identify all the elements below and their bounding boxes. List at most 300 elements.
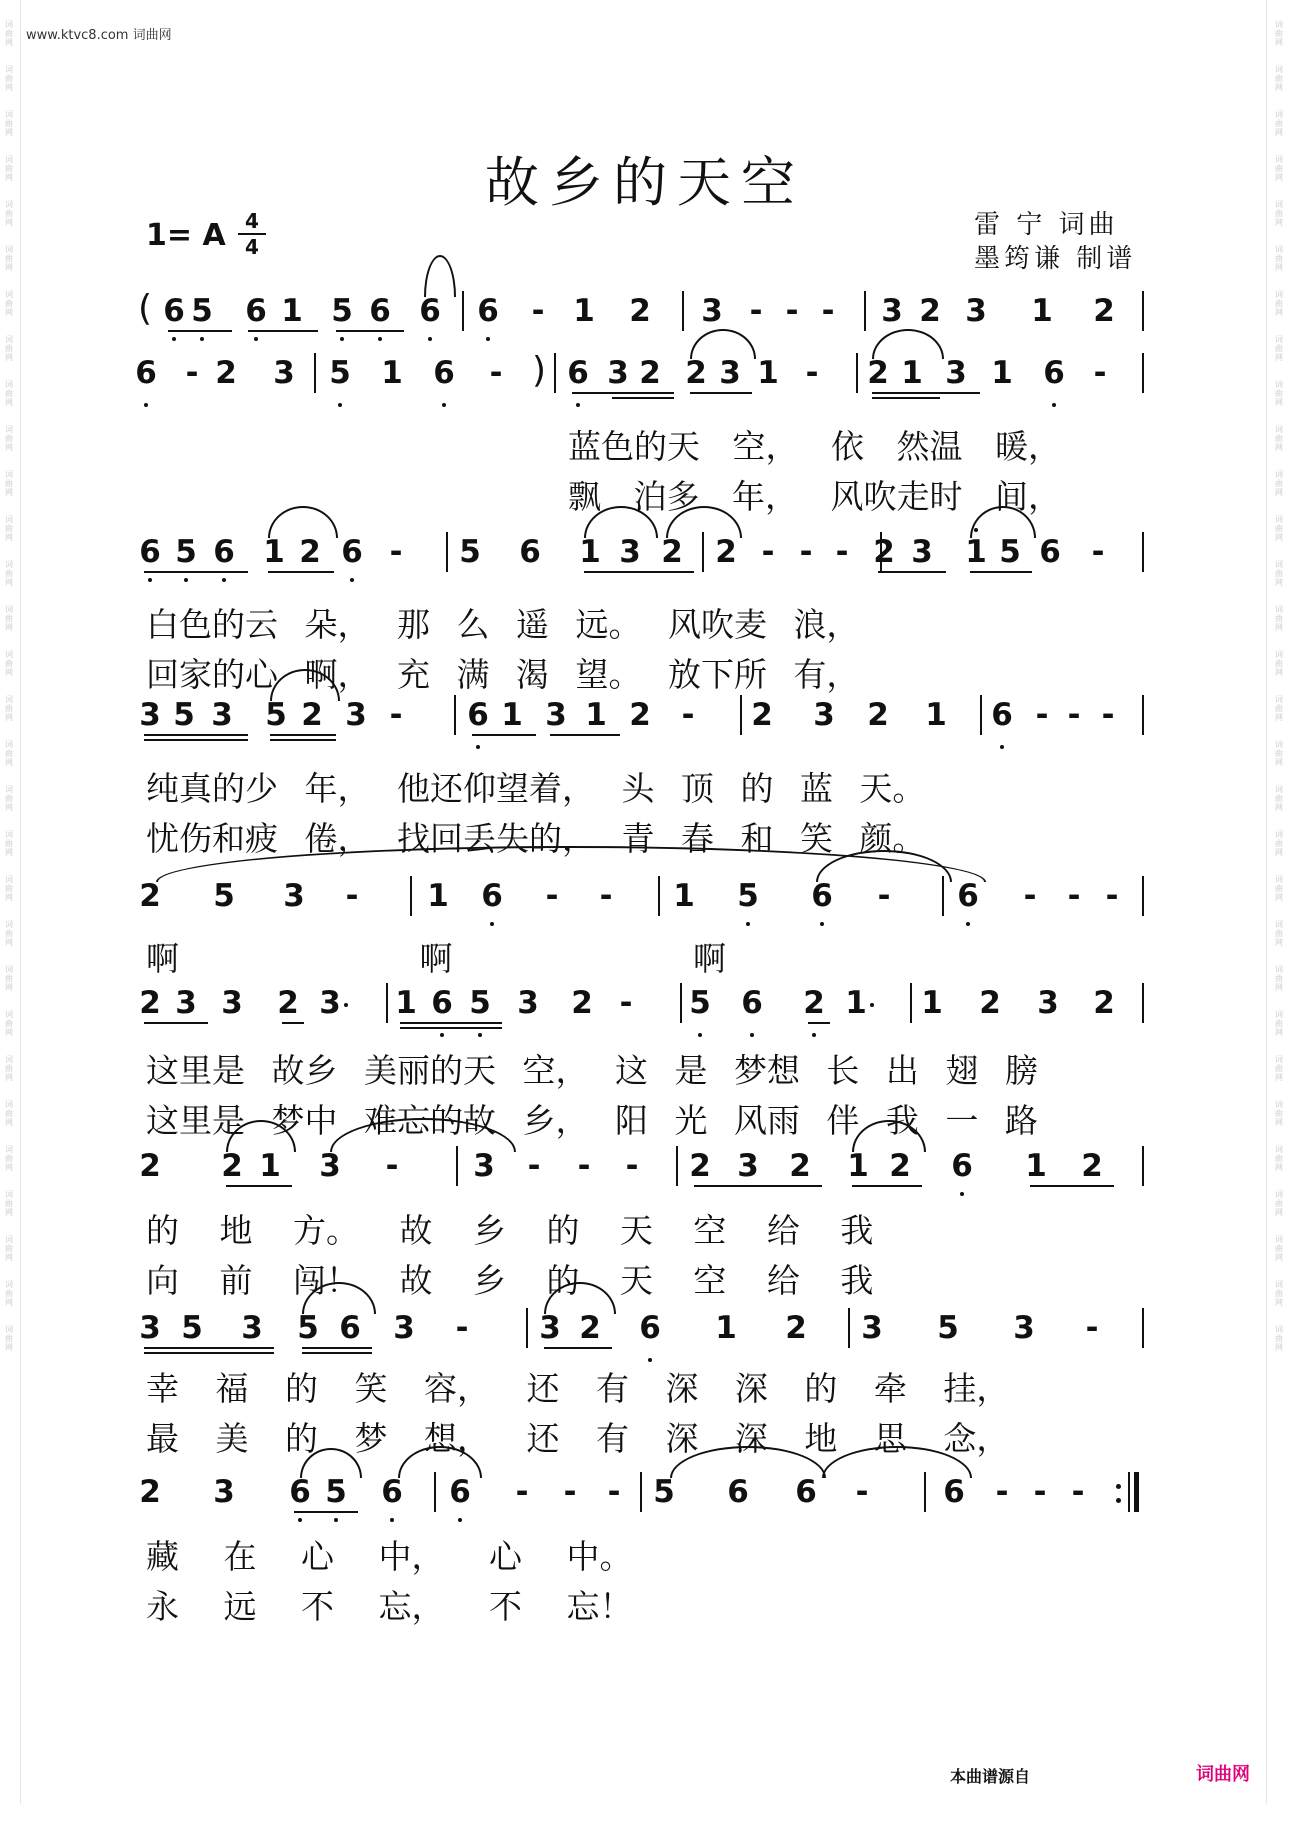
barline [658,876,660,916]
note: 6 [795,1474,817,1510]
watermark-text: 词曲网 [4,965,14,992]
note: 2 [661,534,683,570]
note: 5 [999,534,1021,570]
octave-dot-low [648,1358,652,1362]
beam-line [144,734,248,736]
dash: - [619,985,633,1021]
note: 2 [867,697,889,733]
note: 6 [811,878,833,914]
note: 3 [607,355,629,391]
barline [526,1308,528,1348]
watermark-text: 词曲网 [4,515,14,542]
watermark-text: 词曲网 [4,875,14,902]
watermark-text: 词曲网 [1274,920,1284,947]
note: 2 [1093,293,1115,329]
dash: - [995,1474,1009,1510]
beam-line [852,1185,922,1187]
dash: - [1067,878,1081,914]
dash: - [877,878,891,914]
time-top: 4 [245,209,259,233]
note: 5 [191,293,213,329]
watermark-text: 词曲网 [1274,110,1284,137]
note: 1 [845,985,867,1021]
beam-line [572,392,674,394]
note: 2 [139,878,161,914]
watermark-text: 词曲网 [4,470,14,497]
note: 2 [685,355,707,391]
barline [462,291,464,331]
site-url[interactable]: www.ktvc8.com 词曲网 [26,28,172,43]
lyric-line: 的 地 方。 故 乡 的 天 空 给 我 [146,1211,874,1250]
barline [980,695,982,735]
watermark-text: 词曲网 [1274,785,1284,812]
watermark-text: 词曲网 [1274,245,1284,272]
beam-line [268,571,334,573]
repeat-dot [1116,1498,1121,1503]
octave-dot-low [298,1518,302,1522]
octave-dot-low [820,922,824,926]
note: 3 [517,985,539,1021]
beam-line-double [612,397,674,399]
dash: - [805,355,819,391]
note: 1 [259,1148,281,1184]
barline [942,876,944,916]
dash: - [545,878,559,914]
note: 6 [991,697,1013,733]
watermark-text: 词曲网 [4,1145,14,1172]
note: 6 [341,534,363,570]
watermark-text: 词曲网 [1274,1010,1284,1037]
note: 3 [911,534,933,570]
beam-line-double [872,397,940,399]
barline [1142,532,1144,572]
octave-dot-low [966,922,970,926]
note: 2 [867,355,889,391]
lyric-line: 白色的云 朵， 那 么 遥 远。 风吹麦 浪， [146,605,860,644]
note: 3 [473,1148,495,1184]
watermark-text: 词曲网 [4,1100,14,1127]
time-bottom: 4 [245,235,259,259]
watermark-text: 词曲网 [1274,560,1284,587]
note: 6 [943,1474,965,1510]
octave-dot-low [486,337,490,341]
watermark-text: 词曲网 [4,290,14,317]
barline [1142,876,1144,916]
note: 5 [459,534,481,570]
barline [740,695,742,735]
note: 2 [919,293,941,329]
note: 6 [369,293,391,329]
note: 5 [173,697,195,733]
octave-dot-low [222,578,226,582]
octave-dot-low [440,1033,444,1037]
octave-dot-low [698,1033,702,1037]
repeat-paren: ) [532,350,547,391]
watermark-text: 词曲网 [1274,1190,1284,1217]
watermark-text: 词曲网 [1274,740,1284,767]
lyric-line: 啊 啊 啊 [146,939,726,978]
final-barline-thick [1134,1472,1139,1512]
barline [456,1146,458,1186]
lyric-line: 永 远 不 忘， 不 忘！ [146,1587,633,1626]
beam-line-double [144,739,248,741]
note: 6 [433,355,455,391]
note: 6 [381,1474,403,1510]
lyric-line: 忧伤和疲 倦， 找回丢失的， 青 春 和 笑 颜。 [146,819,926,858]
arranger-credit: 墨筠谦 制谱 [974,244,1137,274]
dash: - [345,878,359,914]
barline [676,1146,678,1186]
note: 3 [345,697,367,733]
note: 3 [241,1310,263,1346]
note: 5 [653,1474,675,1510]
dash: - [1091,534,1105,570]
dash: - [599,878,613,914]
note: 6 [289,1474,311,1510]
beam-line [282,1022,304,1024]
watermark-text: 词曲网 [4,425,14,452]
dash: - [1067,697,1081,733]
watermark-text: 词曲网 [4,245,14,272]
note: 1 [579,534,601,570]
note: 2 [639,355,661,391]
watermark-text: 词曲网 [1274,200,1284,227]
dash: - [1033,1474,1047,1510]
dash: - [515,1474,529,1510]
watermark-text: 词曲网 [1274,335,1284,362]
note: 1 [281,293,303,329]
octave-dot-low [390,1518,394,1522]
note: 2 [139,985,161,1021]
note: 1 [901,355,923,391]
note: 3 [881,293,903,329]
lyric-line: 向 前 闯！ 故 乡 的 天 空 给 我 [146,1261,874,1300]
slur [872,329,944,359]
octave-dot-low [334,1518,338,1522]
note: 3 [175,985,197,1021]
note: 6 [419,293,441,329]
note: 5 [737,878,759,914]
beam-line [302,1347,372,1349]
lyric-line: 幸 福 的 笑 容， 还 有 深 深 的 牵 挂， [146,1369,1010,1408]
watermark-text: 词曲网 [1274,20,1284,47]
watermark-text: 词曲网 [4,1325,14,1352]
octave-dot-low [1000,745,1004,749]
composer-credit: 雷 宁 词曲 [974,210,1119,240]
beam-line [168,330,232,332]
note: 2 [789,1148,811,1184]
barline [1142,353,1144,393]
footer-source: 本曲谱源自 [949,1767,1030,1786]
lyric-line: 这里是 故乡 美丽的天 空， 这 是 梦想 长 出 翅 膀 [146,1051,1038,1090]
watermark-text: 词曲网 [4,65,14,92]
note: 5 [325,1474,347,1510]
octave-dot-low [476,745,480,749]
watermark-text: 词曲网 [1274,155,1284,182]
note: 6 [135,355,157,391]
watermark-text: 词曲网 [4,1055,14,1082]
beam-line [872,392,980,394]
note: 3 [861,1310,883,1346]
note: 6 [245,293,267,329]
dash: - [1093,355,1107,391]
note: 2 [1093,985,1115,1021]
beam-line [248,330,318,332]
note: 1 [585,697,607,733]
barline [924,1472,926,1512]
octave-dot-low [200,337,204,341]
watermark-text: 词曲网 [4,1010,14,1037]
note: 1 [715,1310,737,1346]
dash: - [1085,1310,1099,1346]
dash: - [531,293,545,329]
note: 6 [477,293,499,329]
dash: - [1035,697,1049,733]
note: 6 [1043,355,1065,391]
watermark-text: 词曲网 [4,380,14,407]
note: 1 [757,355,779,391]
note: 2 [215,355,237,391]
note: 6 [431,985,453,1021]
note: 6 [213,534,235,570]
note: 6 [957,878,979,914]
note: 6 [163,293,185,329]
watermark-text: 词曲网 [4,1280,14,1307]
note: 2 [277,985,299,1021]
octave-dot-low [576,403,580,407]
note: 5 [213,878,235,914]
barline [314,353,316,393]
watermark-text: 词曲网 [4,335,14,362]
note: 2 [139,1148,161,1184]
note: 1 [263,534,285,570]
barline [1142,1308,1144,1348]
beam-line [690,392,752,394]
octave-dot-low [1052,403,1056,407]
repeat-paren: ( [138,288,153,329]
dash: - [625,1148,639,1184]
watermark-text: 词曲网 [4,650,14,677]
beam-line [144,1022,208,1024]
dash: - [1023,878,1037,914]
dash: - [835,534,849,570]
note: 3 [139,697,161,733]
beam-line [144,1347,274,1349]
note: 1 [573,293,595,329]
note: 3 [813,697,835,733]
octave-dot-low [478,1033,482,1037]
barline [640,1472,642,1512]
note: 5 [689,985,711,1021]
barline [864,291,866,331]
barline [454,695,456,735]
dash: - [563,1474,577,1510]
beam-line [878,571,946,573]
watermark-text: 词曲网 [1274,1280,1284,1307]
note: 6 [639,1310,661,1346]
note: 5 [175,534,197,570]
dash: - [385,1148,399,1184]
augmentation-dot [870,1003,874,1007]
dash: - [749,293,763,329]
note: 1 [673,878,695,914]
watermark-text: 词曲网 [4,920,14,947]
note: 3 [539,1310,561,1346]
barline [682,291,684,331]
beam-line [226,1185,292,1187]
dash: - [681,697,695,733]
note: 6 [467,697,489,733]
octave-dot-low [428,337,432,341]
octave-dot-low [172,337,176,341]
note: 1 [925,697,947,733]
time-signature [238,210,266,258]
note: 6 [139,534,161,570]
beam-line [544,1347,612,1349]
beam-line-double [144,1352,274,1354]
note: 1 [921,985,943,1021]
note: 5 [265,697,287,733]
watermark-text: 词曲网 [4,20,14,47]
note: 6 [519,534,541,570]
dash: - [1101,697,1115,733]
watermark-text: 词曲网 [4,830,14,857]
note: 3 [945,355,967,391]
note: 1 [381,355,403,391]
barline [1142,1146,1144,1186]
key-signature: 1= A [146,218,226,253]
watermark-text: 词曲网 [1274,1055,1284,1082]
note: 2 [1081,1148,1103,1184]
barline [680,983,682,1023]
note: 3 [737,1148,759,1184]
note: 2 [221,1148,243,1184]
dash: - [577,1148,591,1184]
note: 3 [701,293,723,329]
lyric-line: 藏 在 心 中， 心 中。 [146,1537,633,1576]
note: 6 [1039,534,1061,570]
watermark-text: 词曲网 [4,560,14,587]
note: 6 [727,1474,749,1510]
watermark-text: 词曲网 [4,740,14,767]
barline [848,1308,850,1348]
footer-brand-link[interactable]: 词曲网 [1196,1764,1250,1785]
final-barline [1128,1472,1130,1512]
dash: - [185,355,199,391]
watermark-text: 词曲网 [1274,1100,1284,1127]
barline [1142,695,1144,735]
note: 2 [689,1148,711,1184]
beam-line [808,1022,830,1024]
lyric-line: 飘 泊多 年， 风吹走时 间， [568,477,1061,516]
watermark-text: 词曲网 [1274,425,1284,452]
note: 1 [501,697,523,733]
beam-line [336,330,404,332]
watermark-text: 词曲网 [4,605,14,632]
barline [910,983,912,1023]
note: 2 [579,1310,601,1346]
dash: - [489,355,503,391]
octave-dot-low [378,337,382,341]
dash: - [389,534,403,570]
watermark-text: 词曲网 [4,155,14,182]
dash: - [821,293,835,329]
note: 2 [803,985,825,1021]
note: 1 [395,985,417,1021]
note: 3 [139,1310,161,1346]
dash: - [785,293,799,329]
note: 1 [847,1148,869,1184]
barline [410,876,412,916]
octave-dot-low [490,922,494,926]
note: 3 [221,985,243,1021]
octave-dot-low [458,1518,462,1522]
lyric-line: 最 美 的 梦 想， 还 有 深 深 地 思 念， [146,1419,1010,1458]
dash: - [855,1474,869,1510]
watermark-text: 词曲网 [1274,1235,1284,1262]
watermark-text: 词曲网 [1274,965,1284,992]
note: 3 [273,355,295,391]
dash: - [1105,878,1119,914]
dash: - [799,534,813,570]
barline [386,983,388,1023]
watermark-text: 词曲网 [4,110,14,137]
beam-line [294,1511,358,1513]
watermark-text: 词曲网 [4,200,14,227]
octave-dot-low [148,578,152,582]
note: 3 [211,697,233,733]
watermark-text: 词曲网 [1274,830,1284,857]
watermark-text: 词曲网 [1274,605,1284,632]
beam-line [270,734,336,736]
note: 6 [567,355,589,391]
note: 3 [545,697,567,733]
note: 6 [951,1148,973,1184]
watermark-text: 词曲网 [1274,1325,1284,1352]
dash: - [1071,1474,1085,1510]
note: 6 [481,878,503,914]
note: 2 [979,985,1001,1021]
note: 2 [139,1474,161,1510]
note: 3 [719,355,741,391]
watermark-text: 词曲网 [1274,695,1284,722]
note: 5 [297,1310,319,1346]
watermark-text: 词曲网 [1274,470,1284,497]
note: 3 [393,1310,415,1346]
beam-line-double [270,739,336,741]
note: 3 [319,1148,341,1184]
note: 2 [629,697,651,733]
beam-line [400,1022,502,1024]
lyric-line: 纯真的少 年， 他还仰望着， 头 顶 的 蓝 天。 [146,769,926,808]
watermark-text: 词曲网 [1274,290,1284,317]
barline [554,353,556,393]
note: 6 [741,985,763,1021]
watermark-text: 词曲网 [4,695,14,722]
note: 3 [283,878,305,914]
dash: - [761,534,775,570]
dash: - [455,1310,469,1346]
note: 5 [469,985,491,1021]
barline [446,532,448,572]
note: 6 [339,1310,361,1346]
lyric-line: 这里是 梦中 难忘的故 乡， 阳 光 风雨 伴 我 一 路 [146,1101,1038,1140]
dash: - [389,697,403,733]
barline [856,353,858,393]
octave-dot-low [254,337,258,341]
watermark-text: 词曲网 [1274,875,1284,902]
note: 2 [299,534,321,570]
